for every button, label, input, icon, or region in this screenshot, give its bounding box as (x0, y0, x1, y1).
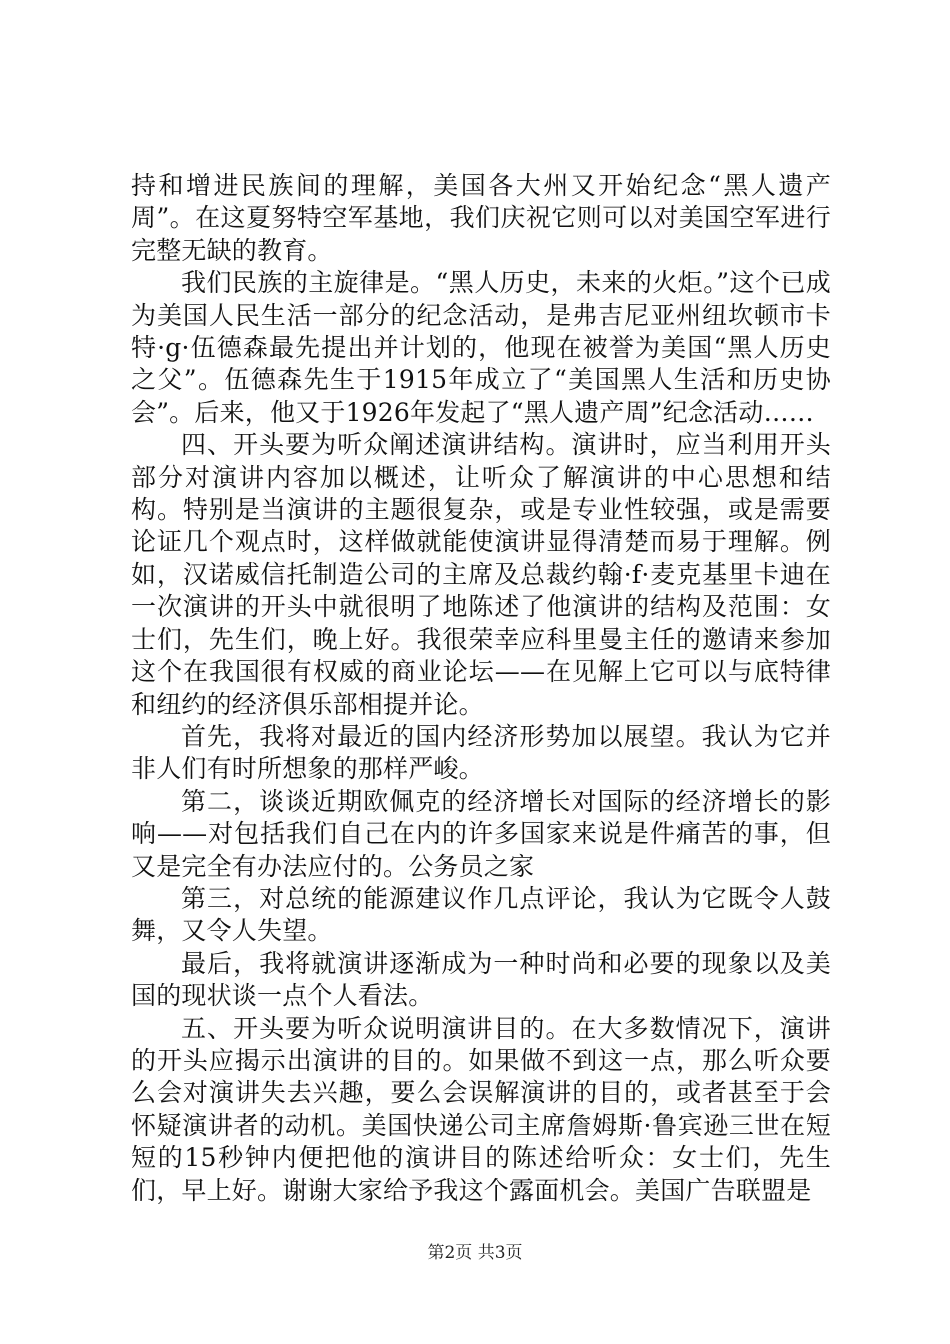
paragraph-3: 四、开头要为听众阐述演讲结构。演讲时，应当利用开头部分对演讲内容加以概述，让听众了解演讲的中心思想和结构。特别是当演讲的主题很复杂，或是专业性较强，或是需要论证几个观点时，这样做就能使演讲显得清楚而易于理解。例如，汉诺威信托制造公司的主席及总裁约翰·f·麦克基里卡迪在一次演讲的开头中就很明了地陈述了他演讲的结构及范围：女士们，先生们，晚上好。我很荣幸应科里曼主任的邀请来参加这个在我国很有权威的商业论坛——在见解上它可以与底特律和纽约的经济俱乐部相提并论。 (131, 430, 831, 719)
paragraph-6: 第三，对总统的能源建议作几点评论，我认为它既令人鼓舞，又令人失望。 (131, 883, 831, 946)
paragraph-8: 五、开头要为听众说明演讲目的。在大多数情况下，演讲的开头应揭示出演讲的目的。如果做不到这一点，那么听众要么会对演讲失去兴趣，要么会误解演讲的目的，或者甚至于会怀疑演讲者的动机。美国快递公司主席詹姆斯·鲁宾逊三世在短短的15秒钟内便把他的演讲目的陈述给听众：女士们，先生们，早上好。谢谢大家给予我这个露面机会。美国广告联盟是 (131, 1013, 831, 1205)
paragraph-4: 首先，我将对最近的国内经济形势加以展望。我认为它并非人们有时所想象的那样严峻。 (131, 721, 831, 784)
page-footer: 第2页 共3页 (427, 1243, 523, 1263)
paragraph-1: 持和增进民族间的理解，美国各大州又开始纪念“黑人遗产周”。在这夏努特空军基地，我们庆祝它则可以对美国空军进行完整无缺的教育。 (131, 171, 831, 265)
paragraph-2: 我们民族的主旋律是。“黑人历史，未来的火炬。”这个已成为美国人民生活一部分的纪念活动，是弗吉尼亚州纽坎顿市卡特·g·伍德森最先提出并计划的，他现在被誉为美国“黑人历史之父”。伍德森先生于1915年成立了“美国黑人生活和历史协会”。后来，他又于1926年发起了“黑人遗产周”纪念活动…… (131, 268, 831, 427)
paragraph-7: 最后，我将就演讲逐渐成为一种时尚和必要的现象以及美国的现状谈一点个人看法。 (131, 948, 831, 1011)
body-text (131, 170, 831, 1207)
paragraph-5: 第二，谈谈近期欧佩克的经济增长对国际的经济增长的影响——对包括我们自己在内的许多国家来说是件痛苦的事，但又是完全有办法应付的。公务员之家 (131, 786, 831, 881)
